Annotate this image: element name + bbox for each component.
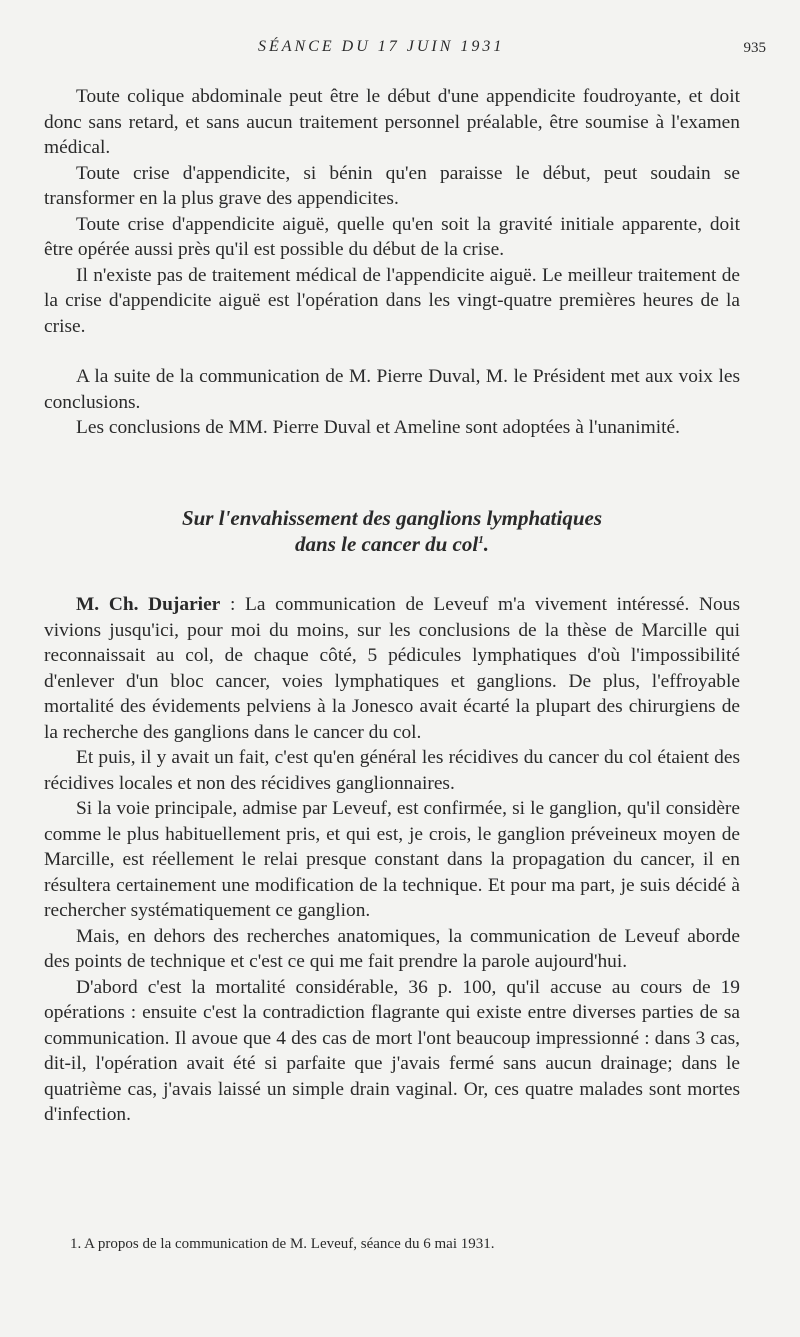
speaker-name: M. Ch. Dujarier bbox=[76, 594, 221, 615]
article-title-line bbox=[44, 531, 740, 557]
conclusion-paragraph: Il n'existe pas de traitement médical de l'appendicite aiguë. Le meilleur traitement de la crise d'appendicite aiguë est l'opération dans les vingt-quatre premières heures de la crise. bbox=[44, 264, 740, 337]
page-header bbox=[0, 38, 800, 62]
conclusion-paragraph: Toute crise d'appendicite, si bénin qu'en paraisse le début, peut soudain se transformer en la plus grave des appendicites. bbox=[44, 162, 740, 209]
intervention-paragraph: D'abord c'est la mortalité considérable, 36 p. 100, qu'il accuse au cours de 19 opérations : ensuite c'est la contradiction flagrante qui existe entre diverses parties de sa communication. Il avoue que 4 des cas de mort l'ont beaucoup impressionné : dans 3 cas, dit-il, l'opération avait été si parfaite que j'avais fermé sans aucun drainage; dans le quatrième cas, j'avais laissé un simple drain vaginal. Or, ces quatre malades sont mortes d'infection. bbox=[44, 976, 740, 1125]
running-head: SÉANCE DU 17 JUIN 1931 bbox=[258, 38, 505, 55]
conclusion-paragraph: Toute colique abdominale peut être le début d'une appendicite foudroyante, et doit donc sans retard, et sans aucun traitement personnel préalable, être soumise à l'examen médical. bbox=[44, 86, 740, 158]
vote-section bbox=[44, 364, 740, 441]
vote-paragraph: Les conclusions de MM. Pierre Duval et Ameline sont adoptées à l'unanimité. bbox=[76, 417, 680, 438]
intervention-opening-text: : La communication de Leveuf m'a vivement intéressé. Nous vivions jusqu'ici, pour moi du moins, sur les conclusions de la thèse de Marcille qui reconnaissait au col, de chaque côté, 5 pédicules lymphatiques d'où l'impossibilité d'enlever d'un bloc cancer, voies lymphatiques et ganglions. De plus, l'effroyable mortalité des évidements pelviens à la Jonesco avait écarté la plupart des chirurgiens de la recherche des ganglions dans le cancer du col. bbox=[44, 594, 740, 743]
intervention-paragraph bbox=[44, 592, 740, 745]
footnote-marker: 1 bbox=[478, 534, 484, 546]
footnote: 1. A propos de la communication de M. Leveuf, séance du 6 mai 1931. bbox=[70, 1236, 495, 1252]
intervention-paragraph: Et puis, il y avait un fait, c'est qu'en général les récidives du cancer du col étaient des récidives locales et non des récidives ganglionnaires. bbox=[44, 747, 740, 794]
conclusions-section bbox=[44, 84, 740, 339]
article-title-line: Sur l'envahissement des ganglions lymphatiques bbox=[181, 506, 603, 530]
intervention-paragraph: Mais, en dehors des recherches anatomiques, la communication de Leveuf aborde des points de technique et c'est ce qui me fait prendre la parole aujourd'hui. bbox=[44, 925, 740, 972]
article-title-text: dans le cancer du col bbox=[295, 532, 479, 556]
page-number: 935 bbox=[743, 40, 766, 56]
article-title-period: . bbox=[483, 532, 489, 556]
vote-paragraph: A la suite de la communication de M. Pierre Duval, M. le Président met aux voix les conclusions. bbox=[44, 366, 740, 413]
intervention-paragraph: Si la voie principale, admise par Leveuf, est confirmée, si le ganglion, qu'il considère comme le plus habituellement pris, et qui est, je crois, le ganglion préveineux moyen de Marcille, est réellement le relai presque constant dans la propagation du cancer, il en résultera certainement une modification de la technique. Et pour ma part, je suis décidé à rechercher systématiquement ce ganglion. bbox=[44, 798, 740, 921]
article-title bbox=[44, 505, 740, 557]
intervention-section bbox=[44, 592, 740, 1128]
conclusion-paragraph: Toute crise d'appendicite aiguë, quelle qu'en soit la gravité initiale apparente, doit être opérée aussi près qu'il est possible du début de la crise. bbox=[44, 213, 740, 260]
